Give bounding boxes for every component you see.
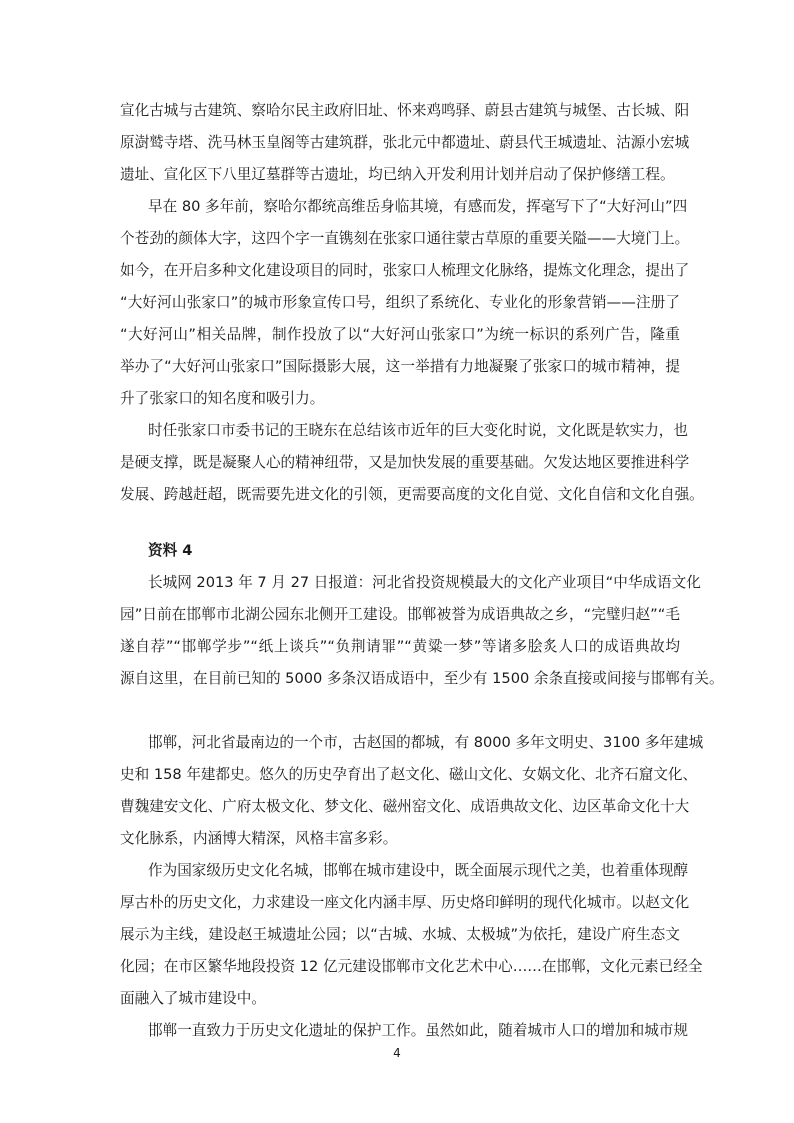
paragraph-2-line-1: 早在 80 多年前，察哈尔都统高维岳身临其境，有感而发，挥毫写下了“大好河山”四 <box>148 198 688 215</box>
paragraph-2-line-5: “大好河山”相关品牌，制作投放了以“大好河山张家口”为统一标识的系列广告，隆重 <box>120 326 680 343</box>
section-heading: 资料 4 <box>148 542 193 559</box>
paragraph-1-line-2: 原澍鹫寺塔、洗马林玉皇阁等古建筑群，张北元中都遗址、蔚县代王城遗址、沽源小宏城 <box>120 134 690 151</box>
paragraph-6-line-2: 厚古朴的历史文化，力求建设一座文化内涵丰厚、历史烙印鲜明的现代化城市。以赵文化 <box>120 894 690 911</box>
paragraph-6-line-3: 展示为主线，建设赵王城遗址公园；以“古城、水城、太极城”为依托，建设广府生态文 <box>120 926 680 943</box>
paragraph-6-line-4: 化园；在市区繁华地段投资 12 亿元建设邯郸市文化艺术中心……在邯郸，文化元素已经全 <box>120 958 703 975</box>
paragraph-3-line-1: 时任张家口市委书记的王晓东在总结该市近年的巨大变化时说，文化既是软实力，也 <box>148 422 688 439</box>
paragraph-6-line-1: 作为国家级历史文化名城，邯郸在城市建设中，既全面展示现代之美，也着重体现醇 <box>148 862 688 879</box>
paragraph-2-line-3: 如今，在开启多种文化建设项目的同时，张家口人梳理文化脉络，提炼文化理念，提出了 <box>120 262 690 279</box>
paragraph-5-line-4: 文化脉系，内涵博大精深，风格丰富多彩。 <box>120 830 398 847</box>
paragraph-7-line-1: 邯郸一直致力于历史文化遗址的保护工作。虽然如此，随着城市人口的增加和城市规 <box>148 1022 688 1039</box>
paragraph-2-line-2: 个苍劲的颜体大字，这四个字一直镌刻在张家口通往蒙古草原的重要关隘——大境门上。 <box>120 230 690 247</box>
paragraph-5-line-3: 曹魏建安文化、广府太极文化、梦文化、磁州窑文化、成语典故文化、边区革命文化十大 <box>120 798 690 815</box>
paragraph-3-line-3: 发展、跨越赶超，既需要先进文化的引领，更需要高度的文化自觉、文化自信和文化自强。 <box>120 486 704 503</box>
paragraph-5-line-1: 邯郸，河北省最南边的一个市，古赵国的都城，有 8000 多年文明史、3100 多年建城 <box>148 734 704 751</box>
paragraph-4-line-1: 长城网 2013 年 7 月 27 日报道：河北省投资规模最大的文化产业项目“中华成语文化 <box>148 574 701 591</box>
page-number: 4 <box>393 1046 401 1060</box>
paragraph-2-line-7: 升了张家口的知名度和吸引力。 <box>120 390 325 407</box>
paragraph-4-line-4: 源自这里，在目前已知的 5000 多条汉语成语中，至少有 1500 余条直接或间接与邯郸有关。 <box>120 670 724 687</box>
paragraph-5-line-2: 史和 158 年建都史。悠久的历史孕育出了赵文化、磁山文化、女娲文化、北齐石窟文化、 <box>120 766 698 783</box>
paragraph-4-line-3: 遂自荐”“邯郸学步”“纸上谈兵”“负荆请罪”“黄粱一梦”等诸多脍炙人口的成语典故均 <box>120 638 680 655</box>
paragraph-4-line-2: 园”日前在邯郸市北湖公园东北侧开工建设。邯郸被誉为成语典故之乡，“完璧归赵”“毛 <box>120 606 680 623</box>
paragraph-3-line-2: 是硬支撑，既是凝聚人心的精神纽带，又是加快发展的重要基础。欠发达地区要推进科学 <box>120 454 690 471</box>
paragraph-2-line-6: 举办了“大好河山张家口”国际摄影大展，这一举措有力地凝聚了张家口的城市精神，提 <box>120 358 680 375</box>
paragraph-2-line-4: “大好河山张家口”的城市形象宣传口号，组织了系统化、专业化的形象营销——注册了 <box>120 294 680 311</box>
paragraph-1-line-1: 宣化古城与古建筑、察哈尔民主政府旧址、怀来鸡鸣驿、蔚县古建筑与城堡、古长城、阳 <box>120 102 690 119</box>
paragraph-6-line-5: 面融入了城市建设中。 <box>120 990 266 1007</box>
paragraph-1-line-3: 遗址、宣化区下八里辽墓群等古遗址，均已纳入开发利用计划并启动了保护修缮工程。 <box>120 166 675 183</box>
